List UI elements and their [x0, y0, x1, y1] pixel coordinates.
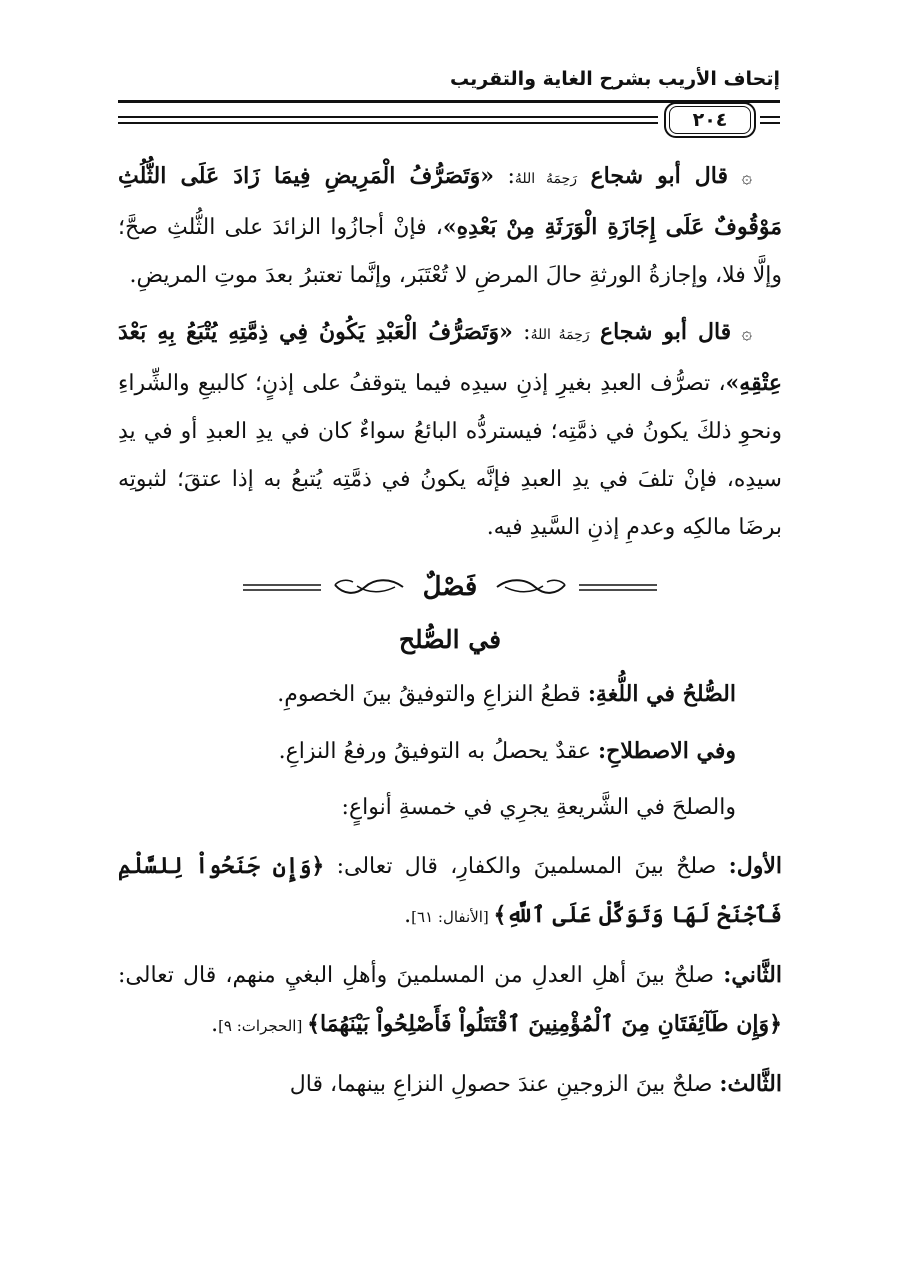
period: . — [404, 903, 412, 928]
swirl-ornament-right-icon — [333, 576, 405, 598]
quran-verse: ﴿وَإِن طَآئِفَتَانِ مِنَ ٱلْمُؤْمِنِينَ ٱقْتَتَلُواْ فَأَصْلِحُواْ بَيْنَهُمَا﴾ — [307, 1011, 782, 1037]
type-text: صلحٌ بينَ الزوجينِ عندَ حصولِ النزاعِ بينهما، قال — [289, 1072, 720, 1097]
quran-verse: ﴿وَإِن جَنَحُواْ لِلسَّلْمِ فَٱجْنَحْ لَهَا وَتَوَكَّلْ عَلَى ٱللَّهِ﴾ — [118, 853, 782, 928]
matn-text: «وَتَصَرُّفُ الْمَرِيضِ فِيمَا زَادَ عَلَى الثُّلُثِ مَوْقُوفٌ عَلَى إِجَازَةِ الْوَرَثَةِ مِنْ بَعْدِهِ» — [118, 163, 782, 240]
type-third — [118, 1060, 782, 1109]
period: . — [211, 1012, 219, 1037]
chapter-heading: في الصُّلح — [398, 625, 502, 654]
type-label: الثَّاني: — [723, 962, 782, 988]
page-body — [118, 152, 782, 1109]
matn-text: «وَتَصَرُّفُ الْعَبْدِ يَكُونُ فِي ذِمَّتِهِ يُتْبَعُ بِهِ بَعْدَ عِتْقِهِ» — [118, 319, 782, 396]
type-label: الأول: — [728, 853, 782, 879]
definition-term: وفي الاصطلاحِ: — [598, 738, 736, 764]
definition-istilah — [118, 727, 782, 776]
page-header — [118, 68, 780, 148]
definition-term: الصُّلحُ في اللُّغةِ: — [587, 681, 736, 707]
colon: : — [512, 320, 531, 345]
type-second — [118, 951, 782, 1050]
type-first — [118, 842, 782, 941]
section-slave — [118, 308, 782, 552]
types-intro: والصلحَ في الشَّريعةِ يجرِي في خمسةِ أنواعٍ: — [341, 795, 736, 820]
page-number: ٢٠٤ — [669, 106, 751, 134]
header-double-rule-left — [118, 116, 658, 124]
definition-text: عقدٌ يحصلُ به التوفيقُ ورفعُ النزاعِ. — [278, 739, 599, 764]
sharh-text: ، فإنْ أجازُوا الزائدَ على الثُّلثِ صحَّ؛ وإلَّا فلا، وإجازةُ الورثةِ حالَ المرضِ لا تُعْتَبَر، وإنَّما تعتبرُ بعدَ موتِ المريضِ. — [118, 215, 782, 288]
page-number-frame — [664, 102, 756, 138]
speaker: قال أبو شجاع — [590, 163, 729, 189]
speaker: قال أبو شجاع — [599, 319, 732, 345]
type-text: صلحٌ بينَ أهلِ العدلِ من المسلمينَ وأهلِ البغيِ منهم، قال تعالى: — [118, 963, 724, 988]
swirl-ornament-left-icon — [495, 576, 567, 598]
double-line-left-icon — [579, 580, 657, 594]
type-text: صلحٌ بينَ المسلمينَ والكفارِ، قال تعالى: — [324, 854, 729, 879]
verse-reference: [الحجرات: ٩] — [218, 1017, 308, 1035]
definition-text: قطعُ النزاعِ والتوفيقُ بينَ الخصومِ. — [277, 682, 588, 707]
header-double-rule-right — [760, 116, 780, 124]
ornament-mark-icon: ۞ — [741, 323, 753, 344]
sharh-text: ، تصرُّف العبدِ بغيرِ إذنِ سيدِه فيما يتوقفُ على إذنٍ؛ كالبيعِ والشِّراءِ ونحوِ ذلكَ يكونُ في ذمَّتِه؛ فيستردُّه البائعُ سواءٌ كان في يدِ العبدِ أو في يدِ سيدِه، فإنْ تلفَ في يدِ العبدِ فإنَّه يكونُ في ذمَّتِه يُتبعُ به إذا عتقَ؛ لثبوتِه برضَا مالكِه وعدمِ إذنِ السَّيدِ فيه. — [118, 371, 782, 540]
type-label: الثَّالث: — [719, 1071, 782, 1097]
definition-lughah — [118, 670, 782, 719]
book-title: إتحاف الأريب بشرح الغاية والتقريب — [450, 68, 780, 90]
ornament-mark-icon: ۞ — [741, 167, 753, 188]
chapter-divider — [118, 558, 782, 616]
double-line-right-icon — [243, 580, 321, 594]
colon: : — [494, 164, 515, 189]
chapter-label: فَصْلٌ — [422, 572, 478, 602]
honorific: رَحِمَهُ اللهُ — [530, 327, 590, 343]
verse-reference: [الأنفال: ٦١] — [411, 908, 494, 926]
honorific: رَحِمَهُ اللهُ — [514, 171, 578, 187]
section-sick-person — [118, 152, 782, 300]
